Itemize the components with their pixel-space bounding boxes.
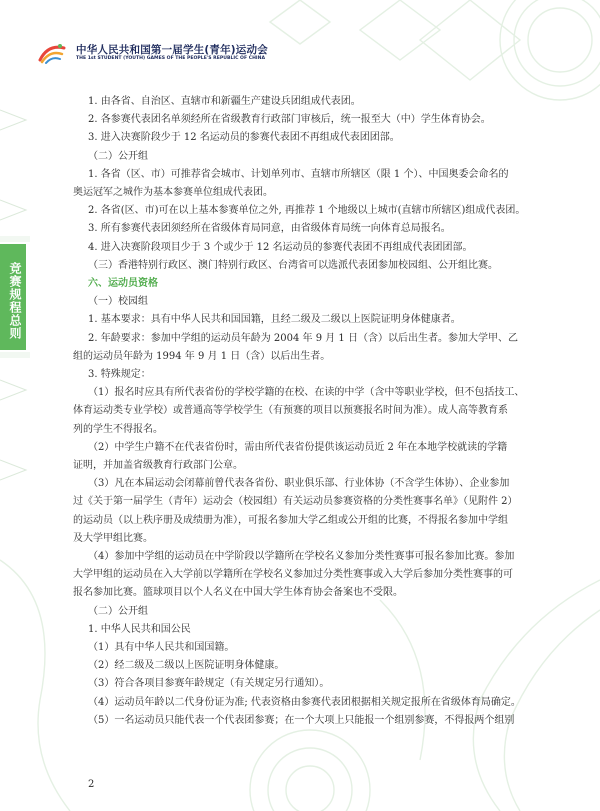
text-line: 体育运动类专业学校）或普通高等学校学生（有预赛的项目以预赛报名时间为准）。成人高等教育系 xyxy=(73,405,508,417)
text-line: （2）中学生户籍不在代表省份时，需由所代表省份提供该运动员近 2 年在本地学校就读的学籍 xyxy=(88,441,508,453)
text-line: （1）报名时应具有所代表省份的学校学籍的在校、在读的中学（含中等职业学校，但不包括技工、 xyxy=(88,387,525,399)
subsection-heading: （一）校园组 xyxy=(88,296,148,308)
text-line: 证明，并加盖省级教育行政部门公章。 xyxy=(73,460,243,471)
text-line: 列的学生不得报名。 xyxy=(73,423,163,435)
text-line: 3. 特殊规定： xyxy=(88,369,151,380)
text-line: （5）一名运动员只能代表一个代表团参赛；在一个大项上只能报一个组别参赛，不得报两个组别 xyxy=(88,714,515,726)
text-line: 大学甲组的运动员在入大学前以学籍所在学校名义参加过分类性赛事或入大学后参加分类性赛事的可 xyxy=(73,569,513,581)
text-line: 1. 基本要求：具有中华人民共和国国籍，且经二级及二级以上医院证明身体健康者。 xyxy=(88,314,461,326)
text-line: 2. 年龄要求：参加中学组的运动员年龄为 2004 年 9 月 1 日（含）以后出生者。参加大学甲、乙 xyxy=(88,332,518,344)
text-line: （4）参加中学组的运动员在中学阶段以学籍所在学校名义参加分类性赛事可报名参加比赛。参加 xyxy=(88,551,515,562)
text-line: 1. 中华人民共和国公民 xyxy=(88,623,191,635)
text-line: 1. 各省（区、市）可推荐省会城市、计划单列市、直辖市所辖区（限 1 个）、中国奥委会命名的 xyxy=(88,168,509,180)
text-line: （三）香港特别行政区、澳门特别行政区、台湾省可以选派代表团参加校园组、公开组比赛。 xyxy=(88,259,498,271)
text-line: 过《关于第一届学生（青年）运动会（校园组）有关运动员参赛资格的分类性赛事名单》（见附件 2） xyxy=(73,496,518,508)
text-line: 2. 各参赛代表团名单须经所在省级教育行政部门审核后，统一报至大（中）学生体育协会。 xyxy=(88,114,491,126)
text-line: 3. 进入决赛阶段少于 12 名运动员的参赛代表团不再组成代表团团部。 xyxy=(88,132,400,144)
text-line: （4）运动员年龄以二代身份证为准; 代表资格由参赛代表团根据相关规定报所在省级体育局确定。 xyxy=(88,696,521,708)
page-number: 2 xyxy=(88,779,95,790)
text-line: 1. 由各省、自治区、直辖市和新疆生产建设兵团组成代表团。 xyxy=(88,96,361,107)
text-line: 奥运冠军之城作为基本参赛单位组成代表团。 xyxy=(73,187,273,198)
text-line: 3. 所有参赛代表团须经所在省级体育局同意，由省级体育局统一向体育总局报名。 xyxy=(88,223,451,235)
text-line: 报名参加比赛。篮球项目以个人名义在中国大学生体育协会备案也不受限。 xyxy=(73,587,403,599)
subsection-heading: （二）公开组 xyxy=(88,150,148,162)
section-heading: 六、运动员资格 xyxy=(88,278,158,289)
text-line: （3）凡在本届运动会闭幕前曾代表各省份、职业俱乐部、行业体协（不含学生体协）、企业参加 xyxy=(88,478,510,490)
text-line: 组的运动员年龄为 1994 年 9 月 1 日（含）以后出生者。 xyxy=(73,350,331,362)
text-line: （2）经二级及二级以上医院证明身体健康。 xyxy=(88,660,285,672)
games-logo xyxy=(38,42,66,64)
text-line: 4. 进入决赛阶段项目少于 3 个或少于 12 名运动员的参赛代表团不再组成代表团团部。 xyxy=(88,241,473,253)
text-line: 及大学甲组比赛。 xyxy=(73,532,153,544)
text-line: （1）具有中华人民共和国国籍。 xyxy=(88,642,235,653)
header-subtitle: THE 1st STUDENT (YOUTH) GAMES OF THE PEOPLE'S REPUBLIC OF CHINA xyxy=(76,56,266,61)
side-tab-label: 竞赛规程总则 xyxy=(8,262,22,340)
text-line: （3）符合各项目参赛年龄规定（有关规定另行通知）。 xyxy=(88,678,330,690)
text-line: 2. 各省(区、市)可在以上基本参赛单位之外, 再推荐 1 个地级以上城市(直辖市所辖区)组成代表团。 xyxy=(88,205,526,217)
subsection-heading: （二）公开组 xyxy=(88,605,148,617)
text-line: 的运动员（以上秩序册及成绩册为准），可报名参加大学乙组或公开组的比赛，不得报名参加中学组 xyxy=(73,514,508,526)
header-title: 中华人民共和国第一届学生(青年)运动会 xyxy=(76,44,268,56)
